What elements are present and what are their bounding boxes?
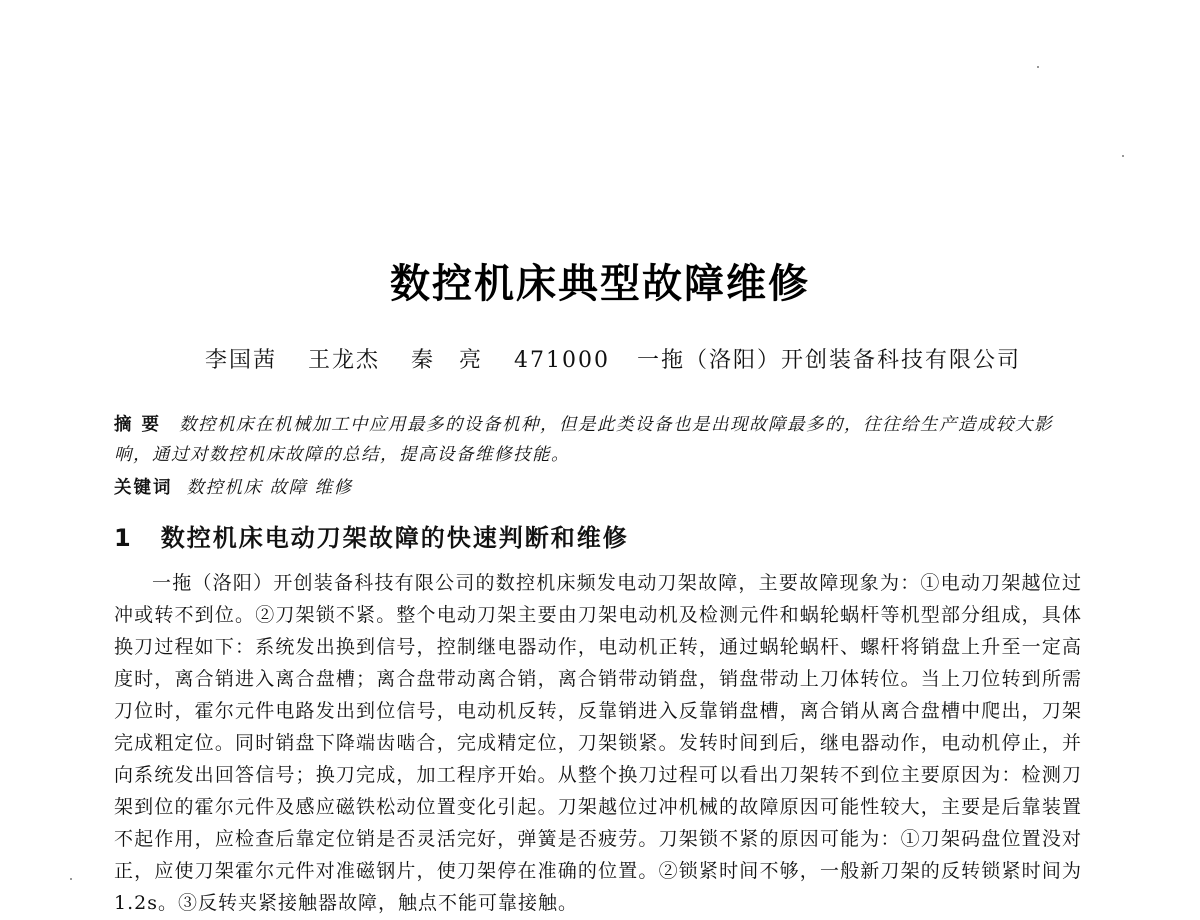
abstract	[114, 410, 1082, 470]
section-title: 数控机床电动刀架故障的快速判断和维修	[160, 524, 629, 552]
keywords	[114, 474, 353, 499]
postal-code: 471000	[514, 348, 611, 373]
author-line	[205, 343, 1043, 374]
author-name: 王龙杰	[308, 348, 381, 373]
author-name: 李国茜	[205, 348, 278, 373]
keywords-text: 数控机床 故障 维修	[186, 478, 353, 498]
body-paragraph: 一拖（洛阳）开创装备科技有限公司的数控机床频发电动刀架故障，主要故障现象为：①电动刀架越位过冲或转不到位。②刀架锁不紧。整个电动刀架主要由刀架电动机及检测元件和蜗轮蜗杆等机型部分组成，具体换刀过程如下：系统发出换到信号，控制继电器动作，电动机正转，通过蜗轮蜗杆、螺杆将销盘上升至一定高度时，离合销进入离合盘槽；离合盘带动离合销，离合销带动销盘，销盘带动上刀体转位。当上刀位转到所需刀位时，霍尔元件电路发出到位信号，电动机反转，反靠销进入反靠销盘槽，离合销从离合盘槽中爬出，刀架完成粗定位。同时销盘下降端齿啮合，完成精定位，刀架锁紧。发转时间到后，继电器动作，电动机停止，并向系统发出回答信号；换刀完成，加工程序开始。从整个换刀过程可以看出刀架转不到位主要原因为：检测刀架到位的霍尔元件及感应磁铁松动位置变化引起。刀架越位过冲机械的故障原因可能性较大，主要是后靠装置不起作用，应检查后靠定位销是否灵活完好，弹簧是否疲劳。刀架锁不紧的原因可能为：①刀架码盘位置没对正，应使刀架霍尔元件对准磁钢片，使刀架停在准确的位置。②锁紧时间不够，一般新刀架的反转锁紧时间为 1.2s。③反转夹紧接触器故障，触点不能可靠接触。	[114, 572, 1082, 914]
abstract-label: 摘要	[114, 415, 169, 435]
scan-speck	[1122, 155, 1124, 157]
affiliation: 一拖（洛阳）开创装备科技有限公司	[637, 348, 1022, 373]
section-number: 1	[114, 524, 133, 552]
paper-title: 数控机床典型故障维修	[390, 261, 810, 307]
keywords-label: 关键词	[114, 478, 173, 498]
section-heading	[114, 518, 629, 553]
scan-speck	[1037, 66, 1039, 68]
scan-speck	[70, 878, 72, 880]
abstract-text: 数控机床在机械加工中应用最多的设备机种，但是此类设备也是出现故障最多的，往往给生产造成较大影响，通过对数控机床故障的总结，提高设备维修技能。	[114, 415, 1053, 465]
author-name: 秦 亮	[411, 348, 484, 373]
